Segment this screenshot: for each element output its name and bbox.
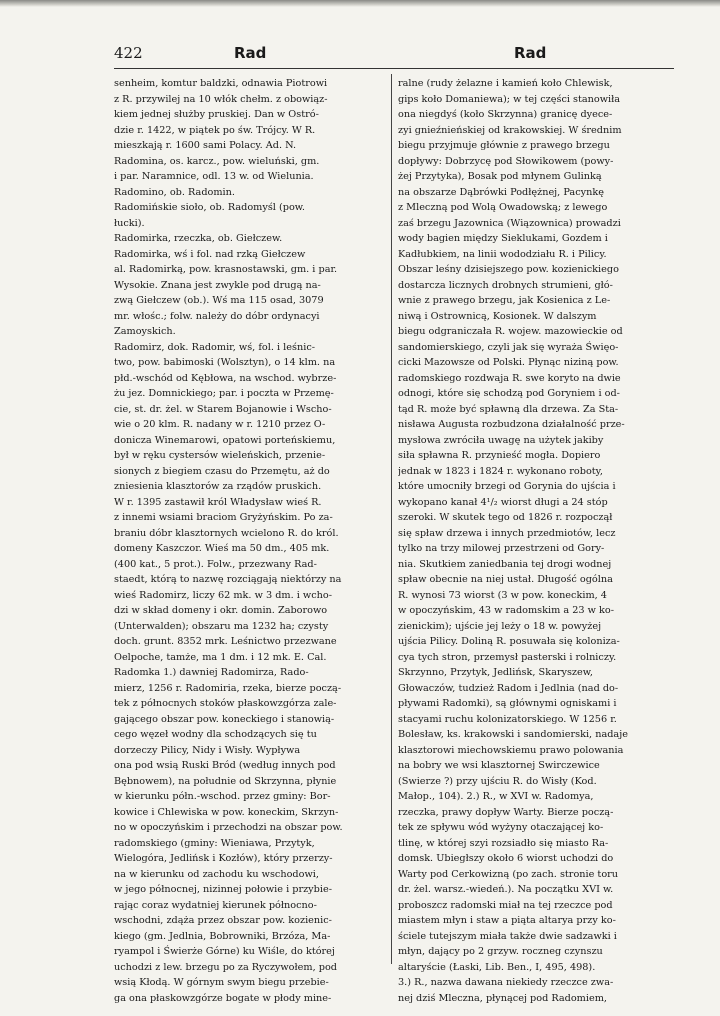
- text-line: miastem młyn i staw a piąta altarya przy ko-: [398, 915, 616, 926]
- text-line: mierz, 1256 r. Radomiria, rzeka, bierze począ-: [114, 682, 342, 694]
- text-line: cicki Mazowsze od Polski. Płynąc niziną pow.: [398, 357, 619, 368]
- text-line: z innemi wsiami braciom Gryżyńskim. Po za-: [114, 512, 333, 523]
- left-text-column: [114, 76, 386, 1006]
- text-line: które umocniły brzegi od Gorynia do ujścia i: [398, 481, 616, 492]
- text-line: dopływy: Dobrzycę pod Słowikowem (powy-: [398, 155, 614, 167]
- text-line: wschodni, zdąża przez obszar pow. kozienic-: [114, 915, 332, 926]
- text-line: radomskiego (gminy: Wieniawa, Przytyk,: [114, 837, 315, 849]
- text-line: dzi w skład domeny i okr. domin. Zaborowo: [114, 605, 328, 616]
- text-line: Skrzynno, Przytyk, Jedlińsk, Skaryszew,: [398, 667, 593, 678]
- text-line: ryampol i Świerże Górne) ku Wiśle, do której: [114, 946, 335, 957]
- text-line: Radomińskie sioło, ob. Radomyśl (pow.: [114, 202, 305, 213]
- text-line: wie o 20 klm. R. nadany w r. 1210 przez O-: [114, 419, 326, 430]
- text-line: płd.-wschód od Kębłowa, na wschod. wybrze-: [114, 372, 337, 384]
- text-line: tek z północnych stoków płaskowzgórza zale-: [114, 698, 337, 709]
- header-rule: [114, 68, 674, 69]
- text-line: W r. 1395 zastawił król Władysław wieś R.: [114, 496, 322, 508]
- right-text-column: [398, 76, 670, 1006]
- text-line: senheim, komtur baldzki, odnawia Piotrowi: [114, 78, 328, 89]
- text-line: ujścia Pilicy. Doliną R. posuwała się koloniza-: [398, 636, 620, 647]
- text-line: dr. żel. warsz.-wiedeń.). Na początku XVI w.: [398, 884, 614, 895]
- page-number: 422: [114, 44, 143, 62]
- text-line: (Swierze ?) przy ujściu R. do Wisły (Kod.: [398, 775, 597, 787]
- text-line: z Mleczną pod Wolą Owadowską; z lewego: [398, 202, 608, 213]
- text-line: Radomirka, wś i fol. nad rzką Giełczew: [114, 248, 306, 260]
- text-line: 3.) R., nazwa dawana niekiedy rzeczce zwa-: [398, 977, 614, 988]
- text-line: spław obecnie na niej ustał. Długość ogólna: [398, 574, 613, 585]
- text-line: Warty pod Cerkowizną (po zach. stronie toru: [398, 868, 619, 880]
- text-line: kiego (gm. Jedlnia, Bobrowniki, Brzóza, Ma-: [114, 930, 331, 942]
- text-line: nej dziś Mleczna, płynącej pod Radomiem,: [398, 992, 607, 1004]
- text-line: biegu odgraniczała R. wojew. mazowieckie od: [398, 326, 623, 337]
- column-divider: [391, 74, 392, 964]
- text-line: altaryście (Łaski, Lib. Ben., I, 495, 498).: [398, 961, 596, 973]
- text-line: zwą Giełczew (ob.). Wś ma 115 osad, 3079: [114, 295, 324, 306]
- text-line: zniesienia klasztorów za rządów pruskich.: [114, 481, 322, 492]
- running-head-right: Rad: [514, 44, 547, 62]
- text-line: młyn, dający po 2 grzyw. roczneg czynszu: [398, 946, 603, 957]
- text-line: ona niegdyś (koło Skrzynna) granicę dyece-: [398, 109, 613, 120]
- text-line: Radomina, os. karcz., pow. wieluński, gm.: [114, 155, 320, 167]
- text-line: radomskiego rozdwaja R. swe koryto na dwie: [398, 372, 621, 384]
- text-line: (400 kat., 5 prot.). Folw., przezwany Rad-: [114, 558, 317, 570]
- text-line: R. wynosi 73 wiorst (3 w pow. koneckim, 4: [398, 589, 607, 601]
- text-line: dorzeczy Pilicy, Nidy i Wisły. Wypływa: [114, 744, 301, 756]
- text-line: gips koło Domaniewa); w tej części stanowiła: [398, 93, 621, 105]
- text-line: wykopano kanał 4¹/₂ wiorst długi a 24 stóp: [398, 496, 608, 508]
- text-line: żu jez. Domnickiego; par. i poczta w Przemę-: [114, 388, 334, 399]
- text-line: Wysokie. Znana jest zwykle pod drugą na-: [114, 279, 321, 291]
- text-line: niwą i Ostrownicą, Kosionek. W dalszym: [398, 310, 597, 322]
- text-line: (Unterwalden); obszaru ma 1232 ha; czysty: [114, 620, 329, 632]
- text-line: w kierunku półn.-wschod. przez gminy: Bor-: [114, 791, 331, 802]
- text-line: Głowaczów, tudzież Radom i Jedlnia (nad do-: [398, 682, 619, 694]
- text-line: nia. Skutkiem zaniedbania tej drogi wodnej: [398, 558, 612, 570]
- text-line: rając coraz wydatniej kierunek północno-: [114, 899, 317, 911]
- text-line: nisława Augusta rozbudzona działalność prze-: [398, 419, 625, 430]
- text-line: z R. przywilej na 10 włók chełm. z obowiąz-: [114, 93, 328, 105]
- text-line: domsk. Ubiegłszy około 6 wiorst uchodzi do: [398, 853, 614, 864]
- text-line: odnogi, które się schodzą pod Goryniem i od-: [398, 388, 620, 399]
- text-line: wnie z prawego brzegu, jak Kosienica z Le-: [398, 295, 611, 306]
- text-line: tek ze spływu wód wyżyny otaczającej ko-: [398, 822, 604, 833]
- text-line: tąd R. może być spławną dla drzewa. Za Sta-: [398, 403, 619, 415]
- text-line: ralne (rudy żelazne i kamień koło Chlewisk,: [398, 78, 613, 89]
- text-line: uchodzi z lew. brzegu po za Ryczywołem, pod: [114, 961, 337, 973]
- text-line: się spław drzewa i innych przedmiotów, lecz: [398, 527, 616, 539]
- text-line: two, pow. babimoski (Wolsztyn), o 14 klm. na: [114, 357, 336, 368]
- text-line: kiem jednej służby pruskiej. Dan w Ostró-: [114, 109, 319, 120]
- text-line: łucki).: [114, 217, 145, 229]
- text-line: Oelpoche, tamże, ma 1 dm. i 12 mk. E. Cal.: [114, 651, 327, 663]
- text-line: cya tych stron, przemysł pasterski i rolniczy.: [398, 651, 617, 663]
- text-line: tylko na trzy milowej przestrzeni od Gory-: [398, 543, 605, 554]
- text-line: doch. grunt. 8352 mrk. Leśnictwo przezwane: [114, 636, 337, 647]
- text-line: Wielogóra, Jedlińsk i Kozłów), który przerzy-: [114, 853, 333, 864]
- running-head-left: Rad: [234, 44, 267, 62]
- text-line: Radomka 1.) dawniej Radomirza, Rado-: [114, 667, 309, 678]
- text-line: zyi gnieźnieńskiej od krakowskiej. W średnim: [398, 124, 622, 136]
- text-line: jednak w 1823 i 1824 r. wykonano roboty,: [398, 465, 603, 477]
- text-line: wody bagien między Sieklukami, Gozdem i: [398, 233, 608, 244]
- text-line: biegu przyjmuje głównie z prawego brzegu: [398, 140, 610, 151]
- text-line: na w kierunku od zachodu ku wschodowi,: [114, 868, 319, 880]
- text-line: Bębnowem), na południe od Skrzynna, płynie: [114, 775, 337, 787]
- text-line: Radomirz, dok. Radomir, wś, fol. i leśnic-: [114, 341, 316, 353]
- text-line: dzie r. 1422, w piątek po św. Trójcy. W R.: [114, 124, 316, 136]
- page-scan-edge: [0, 0, 720, 7]
- text-line: cie, st. dr. żel. w Starem Bojanowie i Wscho-: [114, 403, 332, 415]
- text-line: Zamoyskich.: [114, 326, 176, 337]
- text-line: dostarcza licznych drobnych strumieni, głó-: [398, 279, 613, 291]
- text-line: al. Radomirką, pow. krasnostawski, gm. i par.: [114, 264, 338, 275]
- text-line: rzeczka, prawy dopływ Warty. Bierze począ-: [398, 806, 614, 818]
- text-line: mieszkają r. 1600 sami Polacy. Ad. N.: [114, 140, 297, 151]
- text-line: żej Przytyka), Bosak pod młynem Gulinką: [398, 171, 602, 182]
- text-line: klasztorowi miechowskiemu prawo polowania: [398, 744, 624, 756]
- text-line: ona pod wsią Ruski Bród (według innych pod: [114, 760, 336, 771]
- text-line: zaś brzegu Jazownica (Wiązownica) prowadzi: [398, 217, 621, 229]
- text-line: Małop., 104). 2.) R., w XVI w. Radomya,: [398, 791, 594, 802]
- text-line: mr. włośc.; folw. należy do dóbr ordynacyi: [114, 310, 320, 322]
- text-line: stacyami ruchu kolonizatorskiego. W 1256 r.: [398, 713, 617, 725]
- text-line: gającego obszar pow. koneckiego i stanowią-: [114, 713, 335, 725]
- text-line: na obszarze Dąbrówki Podłężnej, Pacynkę: [398, 186, 604, 198]
- text-line: wieś Radomirz, liczy 62 mk. w 3 dm. i wcho-: [114, 589, 332, 601]
- text-line: ściele tutejszym miała także dwie sadzawki i: [398, 930, 617, 942]
- text-line: siła spławna R. przynieść mogła. Dopiero: [398, 450, 601, 461]
- text-line: cego węzeł wodny dla schodzących się tu: [114, 729, 317, 740]
- text-line: kowice i Chlewiska w pow. koneckim, Skrzyn-: [114, 806, 339, 818]
- page-header: [114, 44, 624, 66]
- text-line: zienickim); ujście jej leży o 18 w. powyżej: [398, 620, 602, 632]
- text-line: braniu dóbr klasztornych wcielono R. do król.: [114, 527, 339, 539]
- text-line: Obszar leśny dzisiejszego pow. kozienickiego: [398, 264, 619, 275]
- text-line: Radomirka, rzeczka, ob. Giełczew.: [114, 233, 283, 244]
- text-line: pływami Radomki), są głównymi ogniskami i: [398, 698, 617, 709]
- text-line: proboszcz radomski miał na tej rzeczce pod: [398, 899, 613, 911]
- text-line: donicza Winemarowi, opatowi porteńskiemu,: [114, 434, 336, 446]
- text-line: był w ręku cystersów wieleńskich, przenie-: [114, 450, 326, 461]
- text-line: w opoczyńskim, 43 w radomskim a 23 w ko-: [398, 605, 614, 616]
- text-line: sionych z biegiem czasu do Przemętu, aż do: [114, 465, 330, 477]
- text-line: Radomino, ob. Radomin.: [114, 186, 235, 198]
- text-line: mysłowa zwróciła uwagę na użytek jakiby: [398, 434, 604, 446]
- text-line: Kadłubkiem, na linii wododziału R. i Pilicy.: [398, 248, 607, 260]
- text-line: Bolesław, ks. krakowski i sandomierski, nadaje: [398, 729, 628, 740]
- text-line: szeroki. W skutek tego od 1826 r. rozpoczął: [398, 512, 613, 523]
- text-line: no w opoczyńskim i przechodzi na obszar pow.: [114, 822, 343, 833]
- text-line: wsią Kłodą. W górnym swym biegu przebie-: [114, 977, 329, 988]
- text-line: sandomierskiego, czyli jak się wyraża Święo-: [398, 341, 619, 353]
- text-line: tlinę, w której szyi rozsiadło się miasto Ra-: [398, 837, 609, 849]
- text-line: staedt, którą to nazwę rozciągają niektórzy na: [114, 574, 342, 585]
- text-line: na bobry we wsi klasztornej Swirczewice: [398, 760, 600, 771]
- text-line: domeny Kaszczor. Wieś ma 50 dm., 405 mk.: [114, 543, 330, 554]
- text-line: w jego północnej, nizinnej połowie i przybie-: [114, 884, 332, 895]
- text-line: ga ona płaskowzgórze bogate w płody mine-: [114, 992, 332, 1004]
- text-line: i par. Naramnice, odl. 13 w. od Wielunia.: [114, 171, 314, 182]
